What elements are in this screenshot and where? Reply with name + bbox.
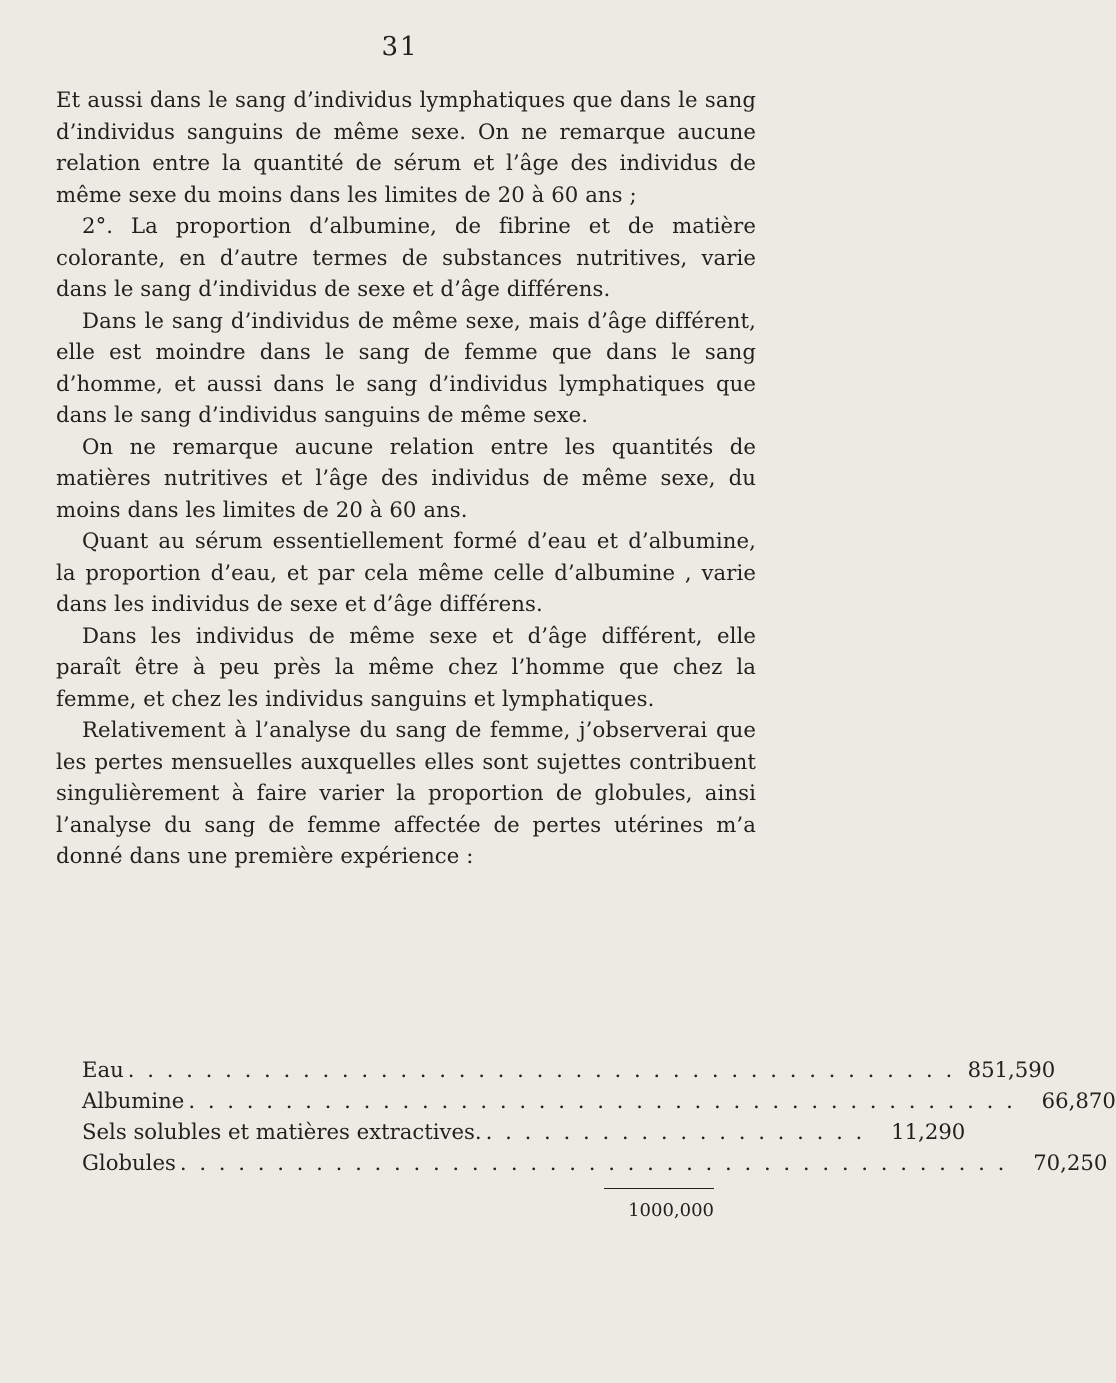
component-label: Eau bbox=[82, 1057, 124, 1082]
paragraph: On ne remarque aucune relation entre les quantités de matières nutritives et l’âge des individus de même sexe, du moins dans les limites de 20 à 60 ans. bbox=[56, 433, 756, 522]
table-row bbox=[82, 1085, 1116, 1116]
component-value: 66,870 bbox=[1041, 1088, 1116, 1113]
table-row bbox=[82, 1116, 966, 1147]
component-label: Globules bbox=[82, 1150, 176, 1175]
paragraph: Quant au sérum essentiellement formé d’eau et d’albumine, la proportion d’eau, et par cela même celle d’albumine , varie dans les individus de sexe et d’âge différens. bbox=[56, 528, 756, 616]
paragraph: Relativement à l’analyse du sang de femme, j’observerai que les pertes mensuelles auxquelles elles sont sujettes contribuent singulièrement à faire varier la proportion de globules, ainsi l’analyse du sang de femme affectée de pertes utérines m’a donné dans une première expérience : bbox=[56, 717, 756, 868]
paragraph: Dans le sang d’individus de même sexe, mais d’âge différent, elle est moindre dans le sang de femme que dans le sang d’homme, et aussi dans le sang d’individus lymphatiques que dans le sang d’individus sanguins de même sexe. bbox=[56, 307, 756, 427]
component-value: 70,250 bbox=[1033, 1150, 1108, 1175]
dot-leader: . . . . . . . . . . . . . . . . . . . . . . . . . . . . . . . . . . . . . . . . . . . bbox=[188, 1088, 1016, 1113]
component-label: Sels solubles et matières extractives. bbox=[82, 1119, 482, 1144]
paragraph: Et aussi dans le sang d’individus lymphatiques que dans le sang d’individus sanguins de même sexe. On ne remarque aucune relation entre la quantité de sérum et l’âge des individus de même sexe du moins dans les limites de 20 à 60 ans ; bbox=[56, 87, 756, 207]
dot-leader: . . . . . . . . . . . . . . . . . . . . . . . . . . . . . . . . . . . . . . . . . . . bbox=[127, 1057, 956, 1082]
component-value: 11,290 bbox=[891, 1119, 966, 1144]
body-text bbox=[56, 84, 756, 872]
blood-composition-table bbox=[82, 1054, 1116, 1226]
dot-leader: . . . . . . . . . . . . . . . . . . . . . . . . . . . . . . . . . . . . . . . . . . . bbox=[179, 1150, 1008, 1175]
total-value: 1000,000 bbox=[604, 1188, 714, 1226]
component-value: 851,590 bbox=[967, 1057, 1056, 1082]
table-row bbox=[82, 1147, 1108, 1178]
component-label: Albumine bbox=[82, 1088, 185, 1113]
table-row bbox=[82, 1054, 1056, 1085]
dot-leader: . . . . . . . . . . . . . . . . . . . . bbox=[485, 1119, 866, 1144]
paragraph: Dans les individus de même sexe et d’âge différent, elle paraît être à peu près la même chez l’homme que chez la femme, et chez les individus sanguins et lymphatiques. bbox=[56, 622, 756, 711]
total-row bbox=[82, 1188, 714, 1226]
page-number: 31 bbox=[381, 32, 419, 62]
paragraph: 2°. La proportion d’albumine, de fibrine et de matière colorante, en d’autre termes de substances nutritives, varie dans le sang d’individus de sexe et d’âge différens. bbox=[56, 213, 756, 301]
